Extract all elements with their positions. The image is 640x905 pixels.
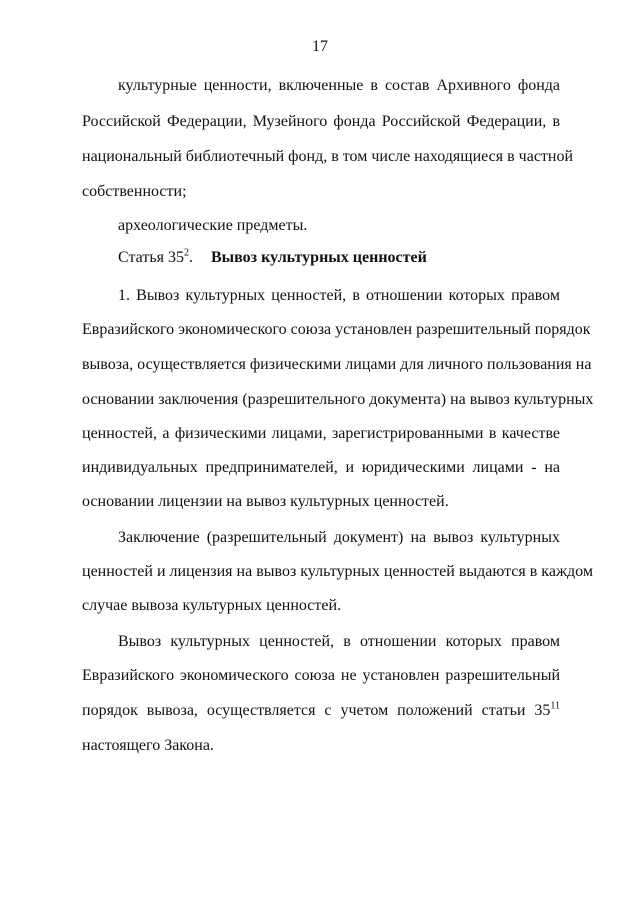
- paragraph-line: археологические предметы.: [118, 217, 308, 234]
- paragraph-line: собственности;: [82, 183, 187, 200]
- paragraph-line-text: порядок вывоза, осуществляется с учетом положений статьи 35: [82, 702, 551, 719]
- paragraph-line: настоящего Закона.: [82, 737, 214, 754]
- paragraph-line: ценностей и лицензия на вывоз культурных ценностей выдаются в каждом: [82, 563, 593, 580]
- article-title: Вывоз культурных ценностей: [210, 249, 427, 266]
- paragraph-line: вывоза, осуществляется физическими лицами для личного пользования на: [82, 356, 592, 373]
- paragraph-line: национальный библиотечный фонд, в том числе находящиеся в частной: [82, 148, 574, 165]
- paragraph-line: Вывоз культурных ценностей, в отношении которых правом: [118, 633, 560, 650]
- paragraph-line: 1. Вывоз культурных ценностей, в отношении которых правом: [118, 287, 560, 304]
- paragraph-line: Российской Федерации, Музейного фонда Российской Федерации, в: [82, 113, 560, 130]
- article-number: [118, 249, 193, 266]
- article-label-dot: .: [188, 249, 193, 266]
- paragraph-line: индивидуальных предпринимателей, и юридическими лицами - на: [82, 459, 560, 476]
- article-label: Статья 35: [118, 249, 184, 266]
- paragraph-line: культурные ценности, включенные в состав Архивного фонда: [118, 77, 560, 94]
- paragraph-line: Заключение (разрешительный документ) на вывоз культурных: [118, 529, 560, 546]
- paragraph-line: основании заключения (разрешительного документа) на вывоз культурных: [82, 391, 594, 408]
- paragraph-line: Евразийского экономического союза не установлен разрешительный: [82, 667, 560, 684]
- article-reference-superscript: 11: [550, 700, 560, 712]
- article-label-superscript: 2: [183, 247, 189, 259]
- paragraph-line: случае вывоза культурных ценностей.: [82, 597, 342, 614]
- paragraph-line: Евразийского экономического союза установлен разрешительный порядок: [82, 321, 591, 338]
- paragraph-line-with-superscript: [82, 701, 560, 721]
- paragraph-line: основании лицензии на вывоз культурных ценностей.: [82, 493, 449, 510]
- paragraph-line: ценностей, а физическими лицами, зарегистрированными в качестве: [82, 425, 560, 442]
- page-number: 17: [312, 38, 328, 55]
- article-heading: [118, 248, 427, 268]
